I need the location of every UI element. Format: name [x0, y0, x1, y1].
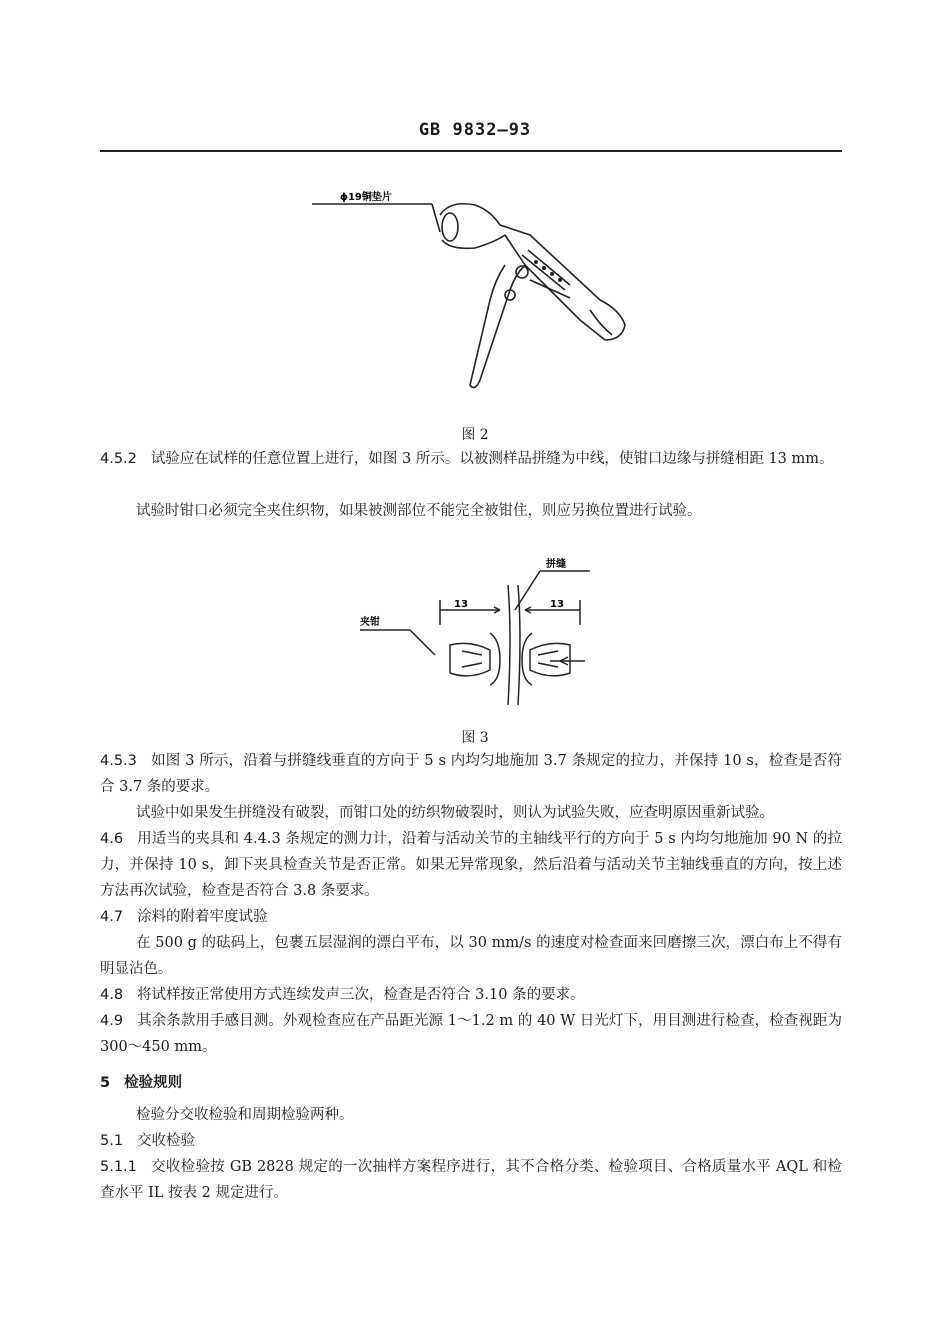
para-4-5-3: 4.5.3 如图 3 所示，沿着与拼缝线垂直的方向于 5 s 内均匀地施加 3.7 条规定的拉力，并保持 10 s，检查是否符合 3.7 条的要求。: [100, 753, 842, 795]
figure-2: [300, 180, 650, 400]
para-5-1: 5.1 交收检验: [100, 1133, 196, 1149]
figure-2-caption: 图 2: [461, 427, 489, 443]
para-4-7: 4.7 涂料的附着牢度试验: [100, 909, 268, 925]
section-5-heading: 5 检验规则: [100, 1075, 183, 1091]
pliers-drawing: [300, 180, 650, 400]
figure-2-label: ϕ19铜垫片: [340, 192, 392, 203]
para-4-8: 4.8 将试样按正常使用方式连续发声三次，检查是否符合 3.10 条的要求。: [100, 987, 585, 1003]
clamp-label: 夹钳: [360, 617, 380, 628]
clamp-drawing: [350, 555, 610, 715]
figure-3: [350, 555, 610, 715]
section-5-intro: 检验分交收检验和周期检验两种。: [136, 1107, 354, 1123]
para-4-7-body: 在 500 g 的砝码上，包裹五层湿润的漂白平布，以 30 mm/s 的速度对检查面来回磨擦三次，漂白布上不得有明显沾色。: [100, 935, 842, 977]
seam-label: 拼缝: [546, 559, 566, 570]
dim-left: 13: [454, 599, 468, 610]
dim-right: 13: [550, 599, 564, 610]
figure-3-caption: 图 3: [461, 730, 489, 746]
para-5-1-1: 5.1.1 交收检验按 GB 2828 规定的一次抽样方案程序进行，其不合格分类、检验项目、合格质量水平 AQL 和检查水平 IL 按表 2 规定进行。: [100, 1159, 842, 1201]
para-4-9: 4.9 其余条款用手感目测。外观检查应在产品距光源 1～1.2 m 的 40 W 日光灯下，用目测进行检查，检查视距为 300～450 mm。: [100, 1013, 842, 1055]
header-rule: [100, 150, 842, 152]
page-header: GB 9832—93: [418, 120, 532, 140]
para-4-6: 4.6 用适当的夹具和 4.4.3 条规定的测力计，沿着与活动关节的主轴线平行的方向于 5 s 内均匀地施加 90 N 的拉力，并保持 10 s，卸下夹具检查关节是否正常。如果无异常现象，然后沿着与活动关节主轴线垂直的方向，按上述方法再次试验，检查是否符合 3.8 条要求。: [100, 831, 842, 899]
para-4-5-2-note: 试验时钳口必须完全夹住织物，如果被测部位不能完全被钳住，则应另换位置进行试验。: [136, 503, 702, 519]
para-4-5-2: 4.5.2 试验应在试样的任意位置上进行，如图 3 所示。以被测样品拼缝为中线，使钳口边缘与拼缝相距 13 mm。: [100, 451, 834, 467]
para-4-5-3-note: 试验中如果发生拼缝没有破裂，而钳口处的纺织物破裂时，则认为试验失败，应查明原因重新试验。: [136, 805, 774, 821]
